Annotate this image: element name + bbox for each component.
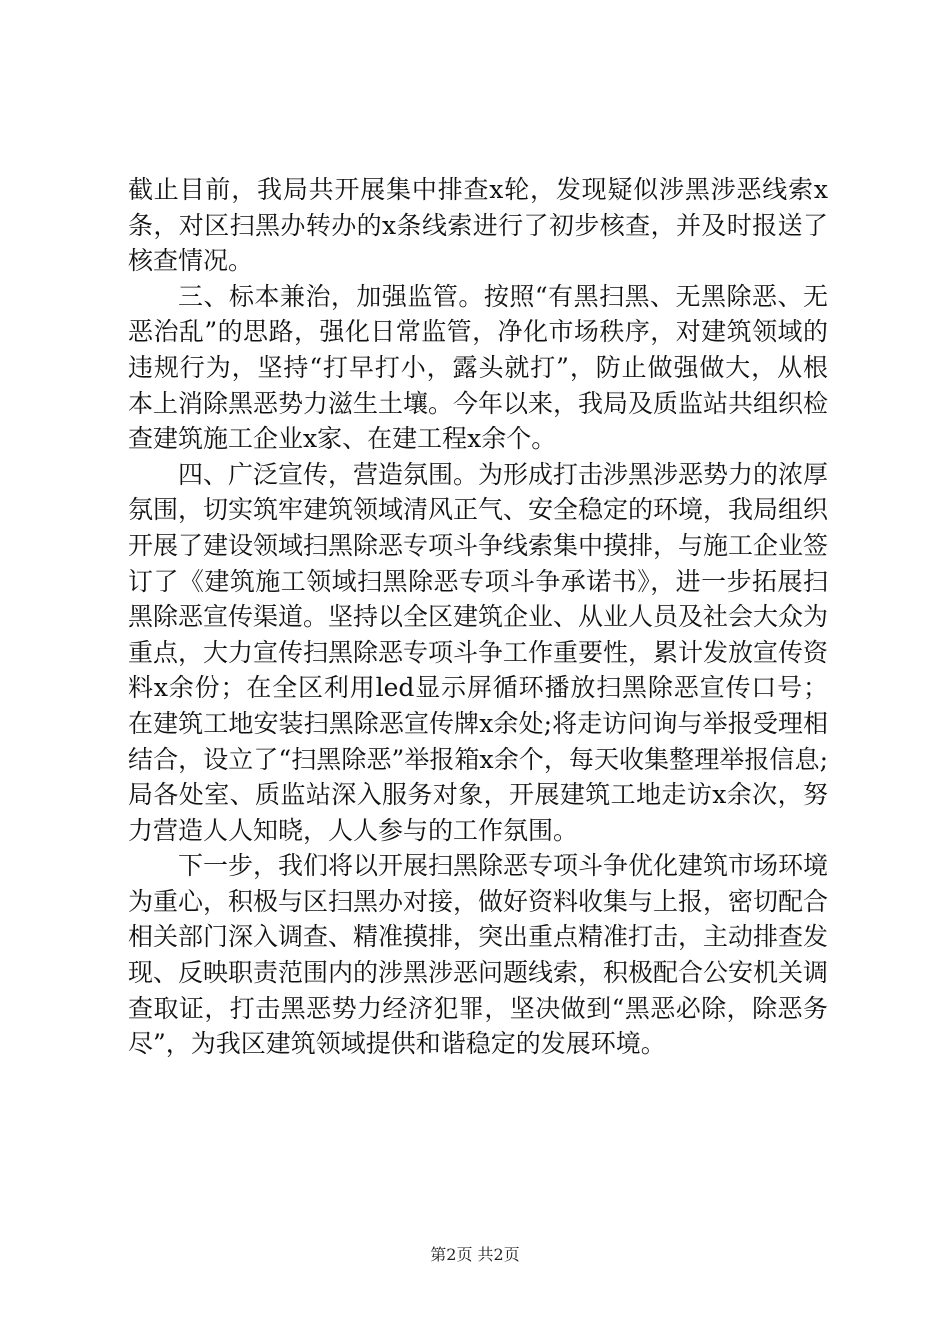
paragraph-section-four: 四、广泛宣传，营造氛围。为形成打击涉黑涉恶势力的浓厚氛围，切实筑牢建筑领域清风正气、安全稳定的环境，我局组织开展了建设领域扫黑除恶专项斗争线索集中摸排，与施工企业签订了《建筑施工领域扫黑除恶专项斗争承诺书》，进一步拓展扫黑除恶宣传渠道。坚持以全区建筑企业、从业人员及社会大众为重点，大力宣传扫黑除恶专项斗争工作重要性，累计发放宣传资料x余份；在全区利用led显示屏循环播放扫黑除恶宣传口号；在建筑工地安装扫黑除恶宣传牌x余处;将走访问询与举报受理相结合，设立了“扫黑除恶”举报箱x余个，每天收集整理举报信息;局各处室、质监站深入服务对象，开展建筑工地走访x余次，努力营造人人知晓，人人参与的工作氛围。 xyxy=(128,459,829,845)
paragraph-section-three: 三、标本兼治，加强监管。按照“有黑扫黑、无黑除恶、无恶治乱”的思路，强化日常监管，净化市场秩序，对建筑领域的违规行为，坚持“打早打小，露头就打”，防止做强做大，从根本上消除黑恶势力滋生土壤。今年以来，我局及质监站共组织检查建筑施工企业x家、在建工程x余个。 xyxy=(128,281,829,454)
paragraph-next-steps: 下一步，我们将以开展扫黑除恶专项斗争优化建筑市场环境为重心，积极与区扫黑办对接，做好资料收集与上报，密切配合相关部门深入调查、精准摸排，突出重点精准打击，主动排查发现、反映职责范围内的涉黑涉恶问题线索，积极配合公安机关调查取证，打击黑恶势力经济犯罪，坚决做到“黑恶必除，除恶务尽”，为我区建筑领域提供和谐稳定的发展环境。 xyxy=(128,851,829,1059)
page-footer: 第2页 共2页 xyxy=(430,1245,520,1264)
document-body xyxy=(128,172,828,1062)
paragraph-continuation: 截止目前，我局共开展集中排查x轮，发现疑似涉黑涉恶线索x条，对区扫黑办转办的x条线索进行了初步核查，并及时报送了核查情况。 xyxy=(128,175,828,276)
